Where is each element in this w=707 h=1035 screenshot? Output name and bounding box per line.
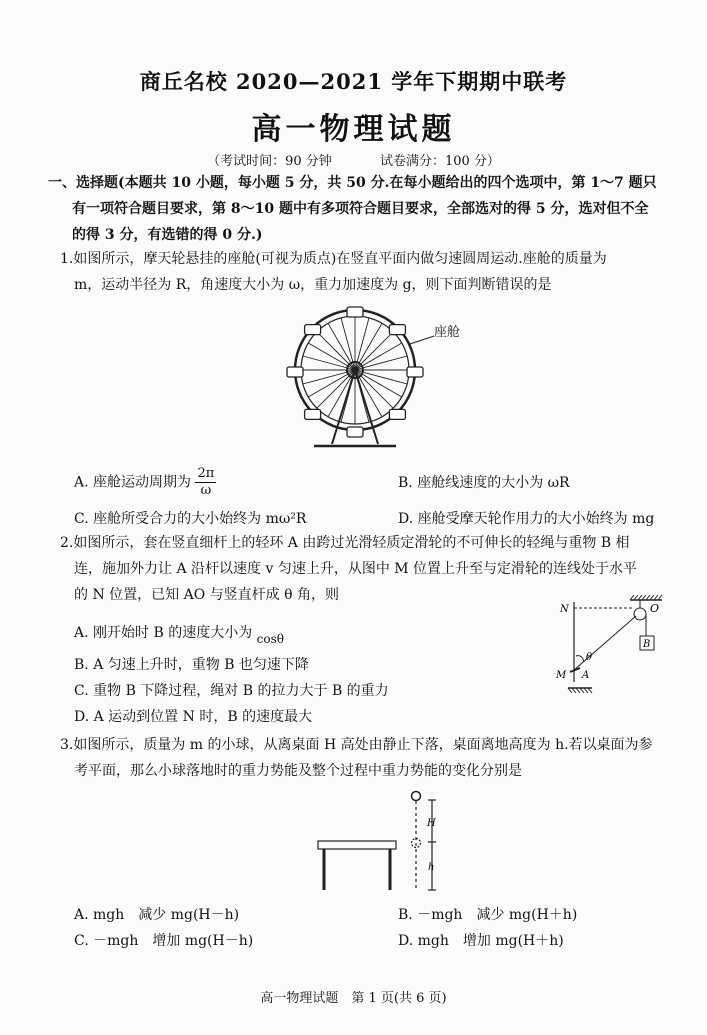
q1-option-a-denominator: ω [200, 483, 212, 498]
q2-line3: 的 N 位置，已知 AO 与竖直杆成 θ 角，则 [74, 587, 339, 603]
q2-line1: 2.如图所示，套在竖直细杆上的轻环 A 由跨过光滑轻质定滑轮的不可伸长的轻绳与重物 B 相 [60, 535, 630, 551]
q2-line2: 连，施加外力让 A 沿杆以速度 v 匀速上升，从图中 M 位置上升至与定滑轮的连线处于水平 [74, 561, 638, 577]
q1-option-a [74, 466, 216, 499]
cabin [389, 325, 405, 335]
q3-figure-h-lower: h [428, 862, 435, 873]
q3-stem [60, 732, 670, 784]
q1-option-a-text: A. 座舱运动周期为 [74, 474, 192, 491]
cabin [287, 367, 303, 377]
q1-stem [60, 246, 670, 298]
q2-figure-o: O [650, 602, 660, 615]
wheel-spoke [303, 356, 355, 370]
q1-line2: m，运动半径为 R，角速度大小为 ω，重力加速度为 g，则下面判断错误的是 [74, 277, 552, 293]
q2-figure-b: B [643, 639, 651, 650]
q2-figure-a: A [582, 670, 590, 681]
q3-option-c: C. －mgh 增加 mg(H－h) [74, 933, 254, 949]
q1-figure-label: 座舱 [434, 325, 461, 340]
wheel-spoke [341, 318, 355, 370]
section1-line1: 一、选择题(本题共 10 小题，每小题 5 分，共 50 分.在每小题给出的四个选项中，第 1～7 题只 [48, 175, 657, 191]
q2-figure-theta: θ [586, 652, 593, 663]
section1-line2: 有一项符合题目要求，第 8～10 题中有多项符合题目要求，全部选对的得 5 分，选对但不全 [72, 201, 649, 217]
cabin [305, 409, 321, 419]
wheel-spoke [355, 356, 407, 370]
q2-figure-m: M [556, 670, 567, 681]
cabin [389, 409, 405, 419]
q1-option-d: D. 座舱受摩天轮作用力的大小始终为 mg [398, 511, 655, 527]
q1-option-c: C. 座舱所受合力的大小始终为 mω²R [74, 511, 307, 527]
wheel-spoke [355, 370, 407, 384]
q3-option-b: B. －mgh 减少 mg(H＋h) [398, 907, 578, 923]
subject-title: 高一物理试题 [251, 112, 456, 147]
q2-option-a [74, 622, 284, 644]
cabin [305, 325, 321, 335]
exam-meta [0, 150, 707, 169]
q3-line1: 3.如图所示，质量为 m 的小球，从离桌面 H 高处由静止下落，桌面离地高度为 h.若以桌面为参 [60, 737, 653, 753]
exam-title: 商丘名校 2020—2021 学年下期期中联考 [139, 69, 568, 94]
cabin [347, 307, 363, 317]
q1-option-b: B. 座舱线速度的大小为 ωR [398, 475, 570, 491]
section1-instructions [48, 170, 670, 248]
exam-time: （考试时间：90 分钟 [207, 154, 332, 169]
q2-option-b: B. A 匀速上升时，重物 B 也匀速下降 [74, 657, 309, 673]
ferris-wheel-figure [284, 296, 464, 456]
q3-option-a: A. mgh 减少 mg(H－h) [74, 907, 240, 923]
q2-option-d: D. A 运动到位置 N 时，B 的速度最大 [74, 709, 313, 725]
q2-option-a-text: A. 刚开始时 B 的速度大小为 [74, 625, 253, 641]
q2-option-a-math: cosθ [256, 632, 284, 646]
wheel-spoke [355, 318, 369, 370]
q1-line1: 1.如图所示，摩天轮悬挂的座舱(可视为质点)在竖直平面内做匀速圆周运动.座舱的质量为 [60, 251, 607, 267]
q3-option-d: D. mgh 增加 mg(H＋h) [398, 933, 564, 949]
q2-option-c: C. 重物 B 下降过程，绳对 B 的拉力大于 B 的重力 [74, 683, 389, 699]
q1-option-a-fraction [195, 466, 216, 499]
section1-line3: 的得 3 分，有选错的得 0 分.) [72, 227, 263, 243]
table-ball-figure [310, 786, 450, 896]
wheel-spoke [303, 370, 355, 384]
cabin [407, 367, 423, 377]
q3-figure-h-upper: H [427, 818, 436, 829]
q2-figure-n: N [560, 604, 569, 615]
pulley-figure [552, 590, 682, 700]
exam-score: 试卷满分：100 分） [379, 154, 500, 169]
q3-line2: 考平面，那么小球落地时的重力势能及整个过程中重力势能的变化分别是 [74, 763, 522, 779]
page-footer: 高一物理试题 第 1 页(共 6 页) [260, 991, 447, 1006]
cabin [347, 427, 363, 437]
q1-option-a-numerator: 2π [197, 466, 215, 481]
